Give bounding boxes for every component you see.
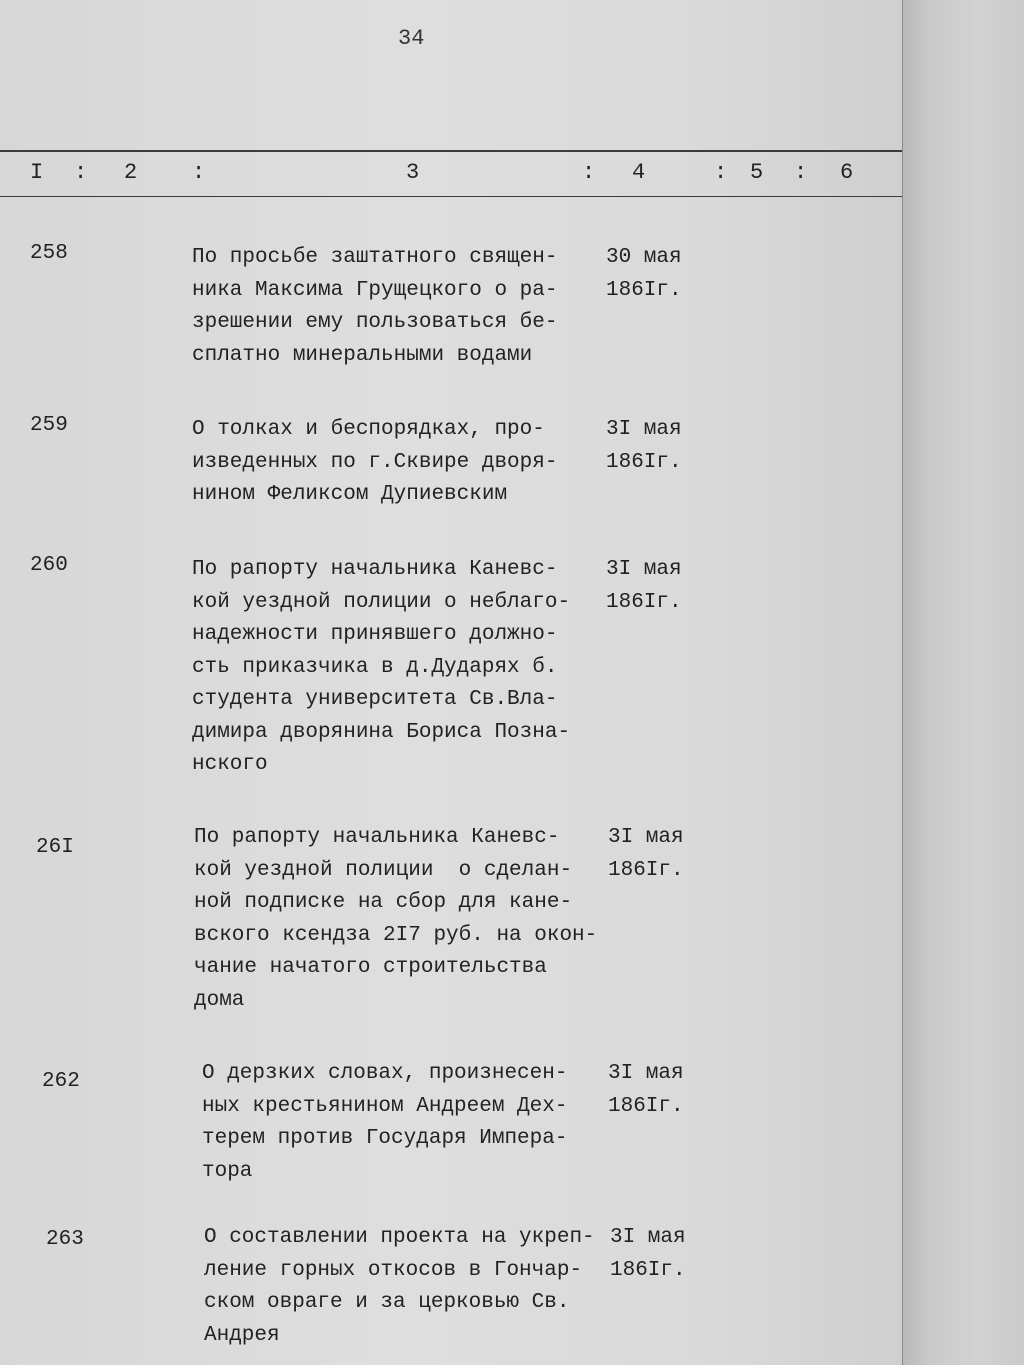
entry-description <box>192 554 612 782</box>
underlying-page <box>902 0 1024 1365</box>
description-line: ском овраге и за церковью Св. <box>204 1291 570 1314</box>
column-header-5: 5 <box>750 160 764 185</box>
description-line: кой уездной полиции о сделан- <box>194 858 573 882</box>
entry-number: 260 <box>30 554 68 577</box>
description-line: ных крестьянином Андреем Дех- <box>202 1094 568 1118</box>
column-header-6: 6 <box>840 160 854 185</box>
column-header-3: 3 <box>406 160 420 185</box>
description-line: сть приказчика в д.Дударях б. <box>192 655 558 679</box>
description-line: ление горных откосов в Гончар- <box>204 1258 583 1282</box>
column-separator: : <box>74 160 88 185</box>
header-bottom-rule <box>0 196 902 197</box>
date-day: 3I мая <box>606 558 682 581</box>
description-line: Андрея <box>204 1323 280 1347</box>
column-header-1: I <box>30 160 44 185</box>
entry-number: 258 <box>30 242 68 265</box>
entry-number: 263 <box>46 1228 84 1251</box>
description-line: изведенных по г.Сквире дворя- <box>192 450 558 474</box>
date-year: 186Iг. <box>608 1094 684 1118</box>
date-year: 186Iг. <box>608 858 684 882</box>
date-day: 30 мая <box>606 246 682 269</box>
column-separator: : <box>582 160 596 185</box>
date-day: 3I мая <box>608 826 684 849</box>
description-line: По рапорту начальника Каневс- <box>194 826 560 849</box>
entry-description <box>202 1058 622 1188</box>
description-line: ника Максима Грущецкого о ра- <box>192 278 558 302</box>
entry-description <box>194 822 614 1017</box>
entry-description <box>204 1222 624 1352</box>
entry-date <box>608 1058 684 1123</box>
entry-number: 259 <box>30 414 68 437</box>
description-line: зрешении ему пользоваться бе- <box>192 311 558 334</box>
date-year: 186Iг. <box>610 1258 686 1282</box>
date-day: 3I мая <box>606 418 682 441</box>
entry-date <box>608 822 684 887</box>
entry-number: 262 <box>42 1070 80 1093</box>
entry-date <box>610 1222 686 1287</box>
column-header-4: 4 <box>632 160 646 185</box>
entry-date <box>606 242 682 307</box>
description-line: По рапорту начальника Каневс- <box>192 558 558 581</box>
description-line: чание начатого строительства <box>194 956 547 979</box>
entry-number: 26I <box>36 836 74 859</box>
description-line: сплатно минеральными водами <box>192 343 533 367</box>
date-day: 3I мая <box>608 1062 684 1085</box>
entry-description <box>192 414 612 512</box>
description-line: вского ксендза 2I7 руб. на окон- <box>194 923 598 947</box>
description-line: О дерзких словах, произнесен- <box>202 1062 568 1085</box>
column-separator: : <box>192 160 206 185</box>
date-year: 186Iг. <box>606 450 682 474</box>
description-line: По просьбе заштатного священ- <box>192 246 558 269</box>
description-line: нского <box>192 753 268 776</box>
date-day: 3I мая <box>610 1226 686 1249</box>
entry-date <box>606 554 682 619</box>
description-line: терем против Государя Импера- <box>202 1127 568 1150</box>
entry-date <box>606 414 682 479</box>
description-line: надежности принявшего должно- <box>192 623 558 646</box>
date-year: 186Iг. <box>606 278 682 302</box>
description-line: студента университета Св.Вла- <box>192 688 558 711</box>
description-line: О составлении проекта на укреп- <box>204 1226 595 1249</box>
column-header-row <box>0 160 902 190</box>
description-line: димира дворянина Бориса Позна- <box>192 720 571 744</box>
entry-description <box>192 242 612 372</box>
column-separator: : <box>714 160 728 185</box>
description-line: нином Феликсом Дупиевским <box>192 483 508 506</box>
date-year: 186Iг. <box>606 590 682 614</box>
description-line: дома <box>194 988 245 1012</box>
column-separator: : <box>794 160 808 185</box>
description-line: О толках и беспорядках, про- <box>192 418 545 441</box>
description-line: ной подписке на сбор для кане- <box>194 891 573 914</box>
column-header-2: 2 <box>124 160 138 185</box>
description-line: тора <box>202 1159 253 1183</box>
page-number: 34 <box>398 26 425 51</box>
description-line: кой уездной полиции о неблаго- <box>192 590 571 614</box>
header-top-rule <box>0 150 902 152</box>
